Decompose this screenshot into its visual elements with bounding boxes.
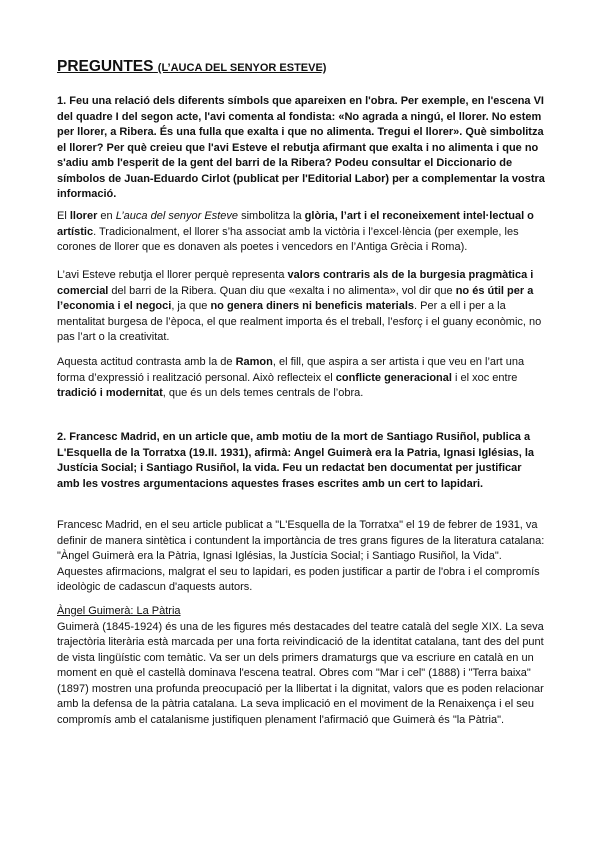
title-subtitle: (L’AUCA DEL SENYOR ESTEVE) [157, 62, 327, 74]
section-body: Guimerà (1845-1924) és una de les figures més destacades del teatre català del segle XIX. La seva trajectòria literària està marcada per una forta reivindicació de la identitat catalana, tant des del punt de vista lingüístic com temàtic. Va ser un dels primers dramaturgs que va escriure en català en un moment en què el castellà dominava l'escena teatral. Obres com "Mar i cel" (1888) i "Terra baixa" (1897) mostren una profunda preocupació per la llibertat i la dignitat, valors que es poden relacionar amb la defensa de la pàtria catalana. La seva implicació en el moviment de la Renaixença i el seu compromís amb el catalanisme justifiquen plenament l'afirmació que Guimerà és "la Pàtria". [57, 620, 544, 726]
answer-2-paragraph-1: Francesc Madrid, en el seu article publicat a "L'Esquella de la Torratxa" el 19 de febrer de 1931, va definir de manera sintètica i contundent la importància de tres grans figures de la literatura catalana: "Àngel Guimerà era la Pàtria, Ignasi Iglésias, la Justícia Social; i Santiago Rusiñol, la Vida". Aquestes afirmacions, malgrat el seu to lapidari, es poden justificar a partir de l'obra i el compromís ideològic de cadascun d'aquests autors. [57, 519, 545, 593]
question-2: 2. Francesc Madrid, en un article que, amb motiu de la mort de Santiago Rusiñol, publica a L'Esquella de la Torratxa (19.II. 1931), afirmà: Angel Guimerà era la Patria, Ignasi Iglésias, la Justícia Social; i Santiago Rusiñol, la vida. Feu un redactat ben documentat per justificar amb les vostres argumentacions aquestes frases escrites amb un cert to lapidari. [57, 431, 535, 490]
answer-1-paragraph-3: Aquesta actitud contrasta amb la de Ramon, el fill, que aspira a ser artista i que veu en l’art una forma d’expressió i realització personal. Això reflecteix el conflicte generacional i el xoc entre tradició i modernitat, que és un dels temes centrals de l’obra. [57, 356, 525, 399]
question-1: 1. Feu una relació dels diferents símbols que apareixen en l'obra. Per exemple, en l'escena VI del quadre I del segon acte, l'avi comenta al fondista: «No agrada a ningú, el llorer. No estem per llorer, a Ribera. És una fulla que exalta i que no alimenta. Tregui el llorer». Què simbolitza el llorer? Per què creieu que l'avi Esteve el rebutja afirmant que exalta i no alimenta i que no s'adiu amb l'esperit de la gent del barri de la Ribera? Podeu consultar el Diccionario de símbolos de Juan-Eduardo Cirlot (publicat per l'Editorial Labor) per a complementar la vostra informació. [57, 95, 545, 200]
answer-1-paragraph-1: El llorer en L’auca del senyor Esteve simbolitza la glòria, l’art i el reconeixement intel·lectual o artístic. Tradicionalment, el llorer s’ha associat amb la victòria i l’excel·lència (per exemple, les corones de llorer que es donaven als poetes i vencedors en l’Antiga Grècia i Roma). [57, 210, 534, 253]
title-main: PREGUNTES [57, 58, 154, 75]
answer-2-section-guimera [57, 604, 547, 728]
answer-1-paragraph-2: L’avi Esteve rebutja el llorer perquè representa valors contraris als de la burgesia pragmàtica i comercial del barri de la Ribera. Quan diu que «exalta i no alimenta», vol dir que no és útil per a l’economia i el negoci, ja que no genera diners ni beneficis materials. Per a ell i per a la mentalitat burgesa de l’època, el que realment importa és el treball, l’esforç i el guany econòmic, no pas l’art o la creativitat. [57, 269, 542, 343]
page-title [57, 58, 326, 76]
section-heading: Àngel Guimerà: La Pàtria [57, 605, 181, 617]
